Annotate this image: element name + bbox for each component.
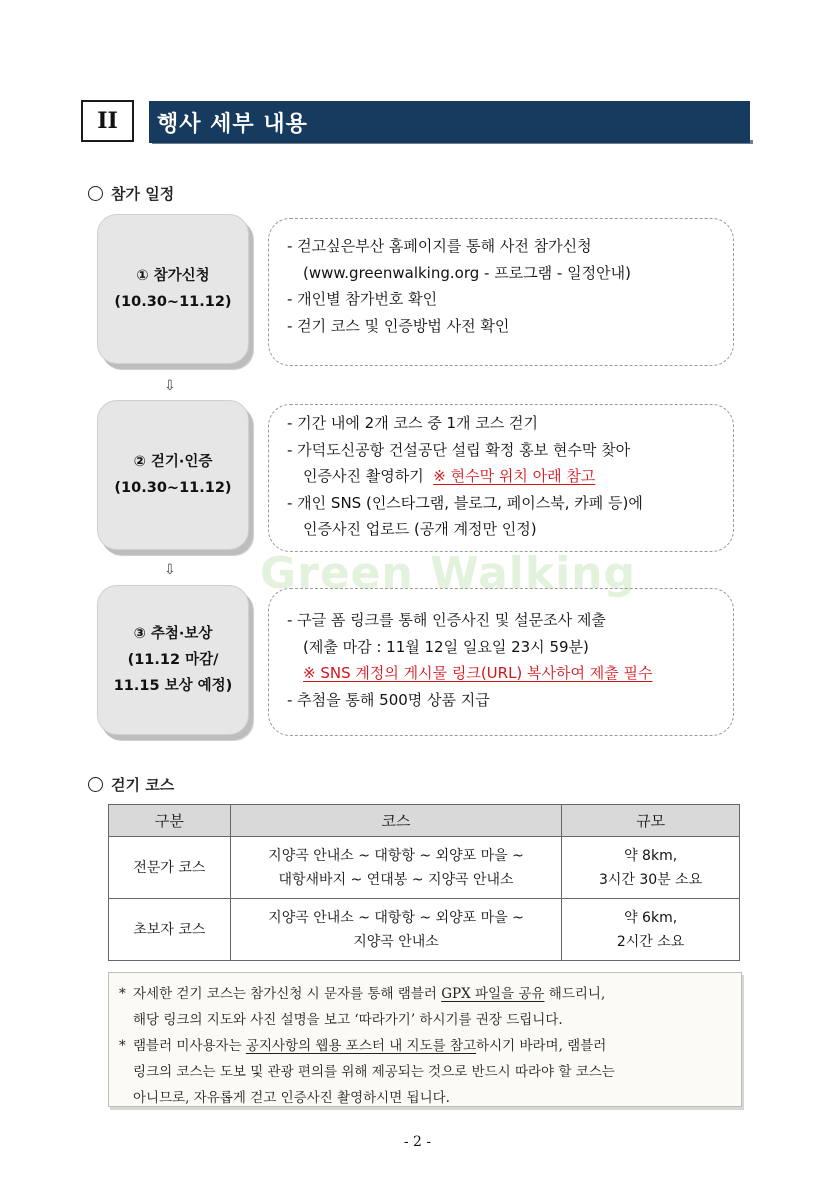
course-route [230, 837, 561, 899]
section-number: II [81, 100, 134, 142]
circle-bullet-icon [88, 186, 103, 201]
course-route-line: 대항새바지 ~ 연대봉 ~ 지양곡 안내소 [278, 871, 514, 888]
step-3-line: - 구글 폼 링크를 통해 인증사진 및 설문조사 제출 [287, 611, 606, 629]
note-text: 링크의 코스는 도보 및 관광 편의를 위해 제공되는 것으로 반드시 따라야 할 코스는 [133, 1064, 615, 1080]
down-arrow-icon: ⇩ [164, 378, 176, 394]
step-1-line: - 개인별 참가번호 확인 [287, 290, 438, 308]
note-text: 자세한 걷기 코스는 참가신청 시 문자를 통해 램블러 [133, 986, 442, 1002]
step-2-detail [268, 404, 734, 552]
step-1-title: ① 참가신청 [136, 268, 210, 284]
step-2-line: - 가덕도신공항 건설공단 설립 확정 홍보 현수막 찾아 [287, 440, 631, 459]
banner-location-note: ※ 현수막 위치 아래 참고 [433, 467, 596, 485]
course-distance: 약 6km, [624, 909, 678, 926]
note-text: 해당 링크의 지도와 사진 설명을 보고 ‘따라가기’ 하시기를 권장 드립니다. [133, 1012, 563, 1028]
table-row [109, 837, 740, 899]
course-table [108, 804, 740, 961]
step-2-line: - 기간 내에 2개 코스 중 1개 코스 걷기 [287, 414, 539, 432]
course-route-line: 지양곡 안내소 [353, 933, 439, 950]
course-route-line: 지양곡 안내소 ~ 대항항 ~ 외양포 마을 ~ [268, 909, 524, 926]
step-2-title: ② 걷기·인증 [133, 454, 213, 470]
note-item [119, 981, 729, 1033]
note-star: * [119, 1038, 126, 1054]
step-2-line [287, 463, 719, 490]
courses-heading-text: 걷기 코스 [111, 776, 175, 794]
step-1-detail [268, 218, 734, 366]
step-1-line: - 걷고싶은부산 홈페이지를 통해 사전 참가신청 [287, 237, 592, 255]
column-header: 코스 [230, 805, 561, 837]
note-underlined: 공지사항의 웹용 포스터 내 지도를 참고 [245, 1038, 477, 1054]
note-item [119, 1033, 729, 1111]
course-duration: 2시간 소요 [616, 933, 685, 950]
step-1-line: - 걷기 코스 및 인증방법 사전 확인 [287, 316, 510, 335]
course-type: 초보자 코스 [109, 899, 231, 961]
course-duration: 3시간 30분 소요 [598, 871, 703, 888]
course-scale [562, 837, 740, 899]
step-3-period-1: (11.12 마감/ [127, 652, 219, 668]
step-1-box [97, 214, 249, 364]
sns-link-note [287, 660, 719, 687]
section-title: 행사 세부 내용 [149, 101, 750, 143]
column-header: 규모 [562, 805, 740, 837]
course-type: 전문가 코스 [109, 837, 231, 899]
column-header: 구분 [109, 805, 231, 837]
course-route [230, 899, 561, 961]
schedule-heading-text: 참가 일정 [111, 185, 175, 203]
schedule-heading [88, 183, 174, 204]
courses-heading [88, 774, 174, 795]
step-3-detail [268, 588, 734, 736]
down-arrow-icon: ⇩ [164, 562, 176, 578]
note-star: * [119, 986, 126, 1002]
green-walking-watermark: Green Walking [260, 548, 637, 599]
note-underlined: GPX 파일을 공유 [441, 986, 545, 1002]
step-2-line: - 개인 SNS (인스타그램, 블로그, 페이스북, 카페 등)에 [287, 493, 643, 512]
table-row [109, 899, 740, 961]
note-text: 해드리니, [544, 986, 606, 1002]
course-distance: 약 8km, [624, 847, 678, 864]
step-1-period: (10.30~11.12) [114, 294, 232, 310]
circle-bullet-icon [88, 777, 103, 792]
step-2-period: (10.30~11.12) [114, 480, 232, 496]
step-3-box [97, 585, 249, 735]
step-3-title: ③ 추첨·보상 [133, 626, 213, 642]
step-3-period-2: 11.15 보상 예정) [113, 678, 233, 694]
step-2-line: 인증사진 업로드 (공개 계정만 인정) [303, 520, 537, 538]
notes-box [108, 972, 742, 1107]
step-1-line: (www.greenwalking.org - 프로그램 - 일정안내) [303, 263, 631, 282]
table-header-row [109, 805, 740, 837]
step-2-box [97, 400, 249, 550]
sns-link-note-text: ※ SNS 계정의 게시물 링크(URL) 복사하여 제출 필수 [303, 664, 653, 682]
step-2-line-text: 인증사진 촬영하기 [303, 467, 424, 485]
note-text: 아니므로, 자유롭게 걷고 인증사진 촬영하시면 됩니다. [133, 1090, 450, 1106]
step-3-line: - 추첨을 통해 500명 상품 지급 [287, 690, 490, 709]
page-number: - 2 - [403, 1134, 432, 1150]
note-text: 램블러 미사용자는 [133, 1038, 246, 1054]
course-scale [562, 899, 740, 961]
course-route-line: 지양곡 안내소 ~ 대항항 ~ 외양포 마을 ~ [268, 847, 524, 864]
step-3-line: (제출 마감 : 11월 12일 일요일 23시 59분) [303, 637, 589, 656]
note-text: 하시기 바라며, 램블러 [476, 1038, 607, 1054]
